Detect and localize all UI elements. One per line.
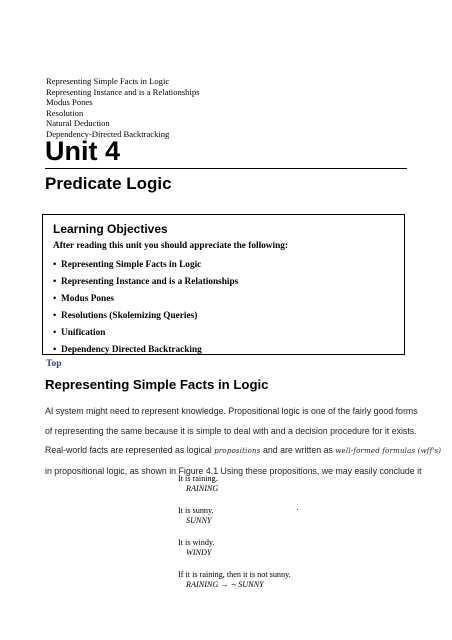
unit-title: Unit 4 [45, 136, 121, 166]
figure-proposition [178, 538, 291, 558]
objective-item [53, 308, 238, 325]
table-of-contents [46, 76, 199, 140]
objective-text: Resolutions (Skolemizing Queries) [61, 311, 198, 321]
proposition-symbol: WINDY [186, 548, 212, 557]
body-paragraph [45, 402, 442, 481]
proposition-symbol: RAINING [186, 484, 219, 493]
objective-text: Representing Instance and is a Relationships [61, 277, 239, 287]
objective-text: Dependency Directed Backtracking [61, 345, 202, 355]
objective-text: Unification [61, 328, 106, 338]
bullet: • [53, 345, 57, 355]
toc-item[interactable]: Resolution [46, 107, 84, 118]
bullet: • [53, 277, 57, 287]
proposition-text: It is sunny. [178, 506, 214, 515]
objectives-intro: After reading this unit you should appreciate the following: [53, 241, 289, 251]
toc-item[interactable]: Natural Deduction [46, 118, 110, 129]
paragraph-text: and are written as [260, 445, 336, 456]
figure-4-1-propositions [178, 474, 291, 602]
figure-proposition [178, 474, 291, 494]
learning-objectives-box [42, 214, 405, 355]
objectives-list [53, 257, 238, 359]
figure-proposition [178, 570, 291, 590]
toc-item[interactable]: Representing Instance and is a Relationships [46, 86, 200, 97]
scan-artifact-dot [297, 509, 298, 510]
toc-item[interactable]: Modus Pones [46, 97, 93, 108]
title-divider [45, 168, 407, 169]
bullet: • [53, 311, 57, 321]
paragraph-line: AI system might need to represent knowledge. Propositional logic is one of the fairly good forms [45, 406, 418, 416]
proposition-text: It is windy. [178, 538, 215, 547]
paragraph-line: of representing the same because it is simple to deal with and a decision procedure for it exists. [45, 425, 417, 436]
toc-item[interactable]: Representing Simple Facts in Logic [46, 76, 170, 86]
proposition-text: If it is raining, then it is not sunny. [178, 570, 291, 579]
chapter-subtitle: Predicate Logic [45, 174, 172, 193]
term-wff: well-formed formulas (wff's) [335, 447, 442, 456]
paragraph-text: Real-world facts are represented as logical [45, 445, 215, 456]
proposition-symbol: SUNNY [186, 516, 212, 525]
objective-text: Modus Pones [61, 294, 114, 304]
objective-item [53, 257, 238, 274]
top-link[interactable]: Top [46, 359, 62, 369]
objective-text: Representing Simple Facts in Logic [61, 260, 202, 270]
objective-item [53, 291, 238, 308]
term-propositions: propositions [214, 447, 261, 456]
bullet: • [53, 294, 57, 304]
toc-item[interactable]: Dependency-Directed Backtracking [46, 128, 170, 139]
objective-item [53, 274, 238, 291]
proposition-symbol: RAINING → ¬ SUNNY [186, 580, 264, 589]
bullet: • [53, 260, 57, 270]
proposition-text: It is raining. [178, 474, 218, 483]
section-heading: Representing Simple Facts in Logic [45, 377, 269, 392]
objective-item [53, 342, 238, 359]
bullet: • [53, 328, 57, 338]
paragraph-line: in propositional logic, as shown in Figure 4.1 Using these propositions, we may easily conclude it [45, 465, 422, 476]
paragraph-line [45, 441, 442, 462]
figure-proposition [178, 506, 291, 526]
objective-item [53, 325, 238, 342]
objectives-heading: Learning Objectives [53, 222, 168, 236]
